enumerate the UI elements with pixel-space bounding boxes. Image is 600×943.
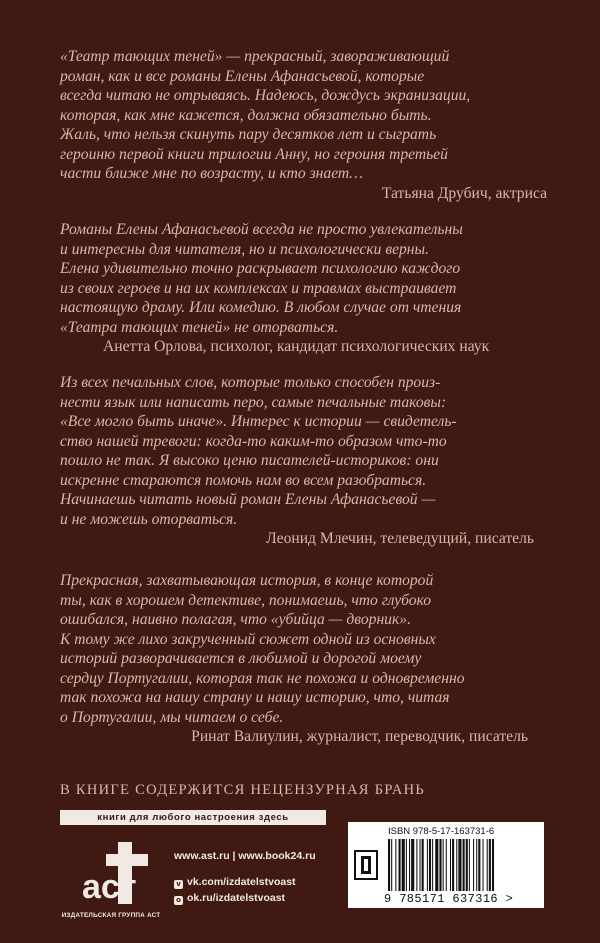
barcode-bar bbox=[429, 839, 431, 891]
barcode-bar bbox=[435, 839, 438, 891]
review-line: сердцу Португалии, которая так не похожа и одновременно bbox=[60, 669, 465, 687]
review-line: «Театр тающих теней» — прекрасный, завораживающий bbox=[60, 48, 450, 65]
age-rating-icon bbox=[354, 850, 378, 880]
review-mlechin bbox=[60, 373, 560, 549]
logo-text: аст bbox=[82, 868, 137, 906]
barcode-bar bbox=[432, 839, 433, 891]
review-line: историй разворачивается в любимой и дорогой моему bbox=[60, 650, 422, 667]
website-links[interactable]: www.ast.ru | www.book24.ru bbox=[174, 850, 316, 862]
review-line: «Все могло быть иначе». Интерес к истории — свидетель- bbox=[60, 413, 457, 430]
review-author: Леонид Млечин, телеведущий, писатель bbox=[266, 530, 534, 547]
review-valiulin bbox=[60, 571, 560, 747]
barcode-bar bbox=[420, 839, 421, 891]
review-line: нести язык или написать перо, самые печальные таковы: bbox=[60, 393, 447, 411]
barcode-area bbox=[348, 822, 544, 908]
barcode-bar bbox=[452, 839, 454, 891]
review-line: героиню первой книги трилогии Анну, но героиня третьей bbox=[60, 145, 448, 163]
review-line: о Португалии, мы читаем о себе. bbox=[60, 708, 284, 726]
review-line: части ближе мне по возрасту, и кто знает… bbox=[60, 165, 364, 182]
isbn-number: ISBN 978-5-17-163731-6 bbox=[388, 826, 495, 837]
barcode-bar bbox=[427, 839, 428, 891]
review-line: Начинаешь читать новый роман Елены Афанасьевой — bbox=[60, 491, 436, 508]
review-line: из своих героев и на их комплексах и травмах выстраивает bbox=[60, 279, 457, 297]
barcode-bar bbox=[446, 839, 447, 891]
barcode-bar bbox=[450, 839, 451, 891]
barcode-bar bbox=[388, 839, 390, 891]
barcode-bar bbox=[416, 839, 417, 891]
review-line: Из всех печальных слов, которые только способен произ- bbox=[60, 374, 441, 391]
review-line: «Театра тающих теней» не оторваться. bbox=[60, 318, 339, 336]
review-line: искренне стараются помочь нам во всем разобраться. bbox=[60, 471, 427, 489]
barcode-digits: 9 785171 637316 > bbox=[384, 892, 514, 906]
barcode-bar bbox=[458, 839, 461, 891]
review-author: Анетта Орлова, психолог, кандидат психологических наук bbox=[103, 338, 490, 355]
publisher-name: ИЗДАТЕЛЬСКАЯ ГРУППА АСТ bbox=[61, 912, 161, 919]
barcode-bar bbox=[409, 839, 410, 891]
ok-icon: o bbox=[174, 896, 183, 905]
barcode-bar bbox=[406, 839, 407, 891]
vk-link[interactable] bbox=[174, 876, 296, 889]
vk-icon: v bbox=[174, 880, 183, 889]
review-line: пошло не так. Я высоко ценю писателей-историков: они bbox=[60, 452, 439, 469]
review-drubich bbox=[60, 47, 560, 203]
review-line: и не можешь оторваться. bbox=[60, 510, 238, 528]
review-author: Ринат Валиулин, журналист, переводчик, писатель bbox=[191, 728, 528, 745]
slogan-banner: книги для любого настроения здесь bbox=[60, 810, 326, 825]
review-line: которая, как мне кажется, должна обязательно быть. bbox=[60, 106, 432, 124]
barcode-bar bbox=[422, 839, 424, 891]
barcode-bar bbox=[487, 839, 488, 891]
barcode-bar bbox=[489, 839, 491, 891]
review-line: Елена удивительно точно раскрывает психологию каждого bbox=[60, 260, 461, 277]
barcode-bar bbox=[439, 839, 441, 891]
barcode-bar bbox=[473, 839, 474, 891]
barcode-bar bbox=[478, 839, 480, 891]
barcode-bar bbox=[391, 839, 392, 891]
barcode-icon bbox=[388, 839, 538, 891]
barcode-bar bbox=[402, 839, 405, 891]
vk-link-label: vk.com/izdatelstvoast bbox=[187, 876, 296, 888]
review-line: ство нашей тревоги: когда-то каким-то образом что-то bbox=[60, 432, 447, 450]
review-line: Прекрасная, захватывающая история, в конце которой bbox=[60, 572, 434, 589]
ok-link[interactable] bbox=[174, 892, 285, 905]
review-line: ошибался, наивно полагая, что «убийца — дворник». bbox=[60, 611, 411, 628]
barcode-bar bbox=[463, 839, 465, 891]
review-orlova bbox=[60, 220, 560, 357]
review-line: и интересны для читателя, но и психологически верны. bbox=[60, 240, 429, 258]
barcode-bar bbox=[466, 839, 468, 891]
profanity-warning: В КНИГЕ СОДЕРЖИТСЯ НЕЦЕНЗУРНАЯ БРАНЬ bbox=[60, 782, 425, 798]
review-line: всегда читаю не отрываясь. Надеюсь, дождусь экранизации, bbox=[60, 87, 471, 104]
barcode-bar bbox=[483, 839, 484, 891]
review-author: Татьяна Друбич, актриса bbox=[381, 184, 547, 202]
barcode-bar bbox=[492, 839, 494, 891]
barcode-bar bbox=[469, 839, 470, 891]
review-line: К тому же лихо закрученный сюжет одной из основных bbox=[60, 630, 436, 648]
review-line: настоящую драму. Или комедию. В любом случае от чтения bbox=[60, 299, 462, 316]
review-line: роман, как и все романы Елены Афанасьевой, которые bbox=[60, 67, 425, 85]
barcode-bar bbox=[399, 839, 401, 891]
ast-logo-icon bbox=[68, 838, 154, 912]
barcode-bar bbox=[443, 839, 444, 891]
review-line: ты, как в хорошем детективе, понимаешь, что глубоко bbox=[60, 591, 432, 609]
ok-link-label: ok.ru/izdatelstvoast bbox=[187, 892, 286, 904]
review-line: так похожа на нашу страну и нашу историю, что, читая bbox=[60, 689, 450, 706]
barcode-bar bbox=[411, 839, 414, 891]
barcode-bar bbox=[476, 839, 477, 891]
barcode-bar bbox=[456, 839, 457, 891]
review-line: Романы Елены Афанасьевой всегда не просто увлекательны bbox=[60, 221, 463, 238]
barcode-bar bbox=[395, 839, 396, 891]
review-line: Жаль, что нельзя скинуть пару десятков лет и сыграть bbox=[60, 126, 437, 143]
